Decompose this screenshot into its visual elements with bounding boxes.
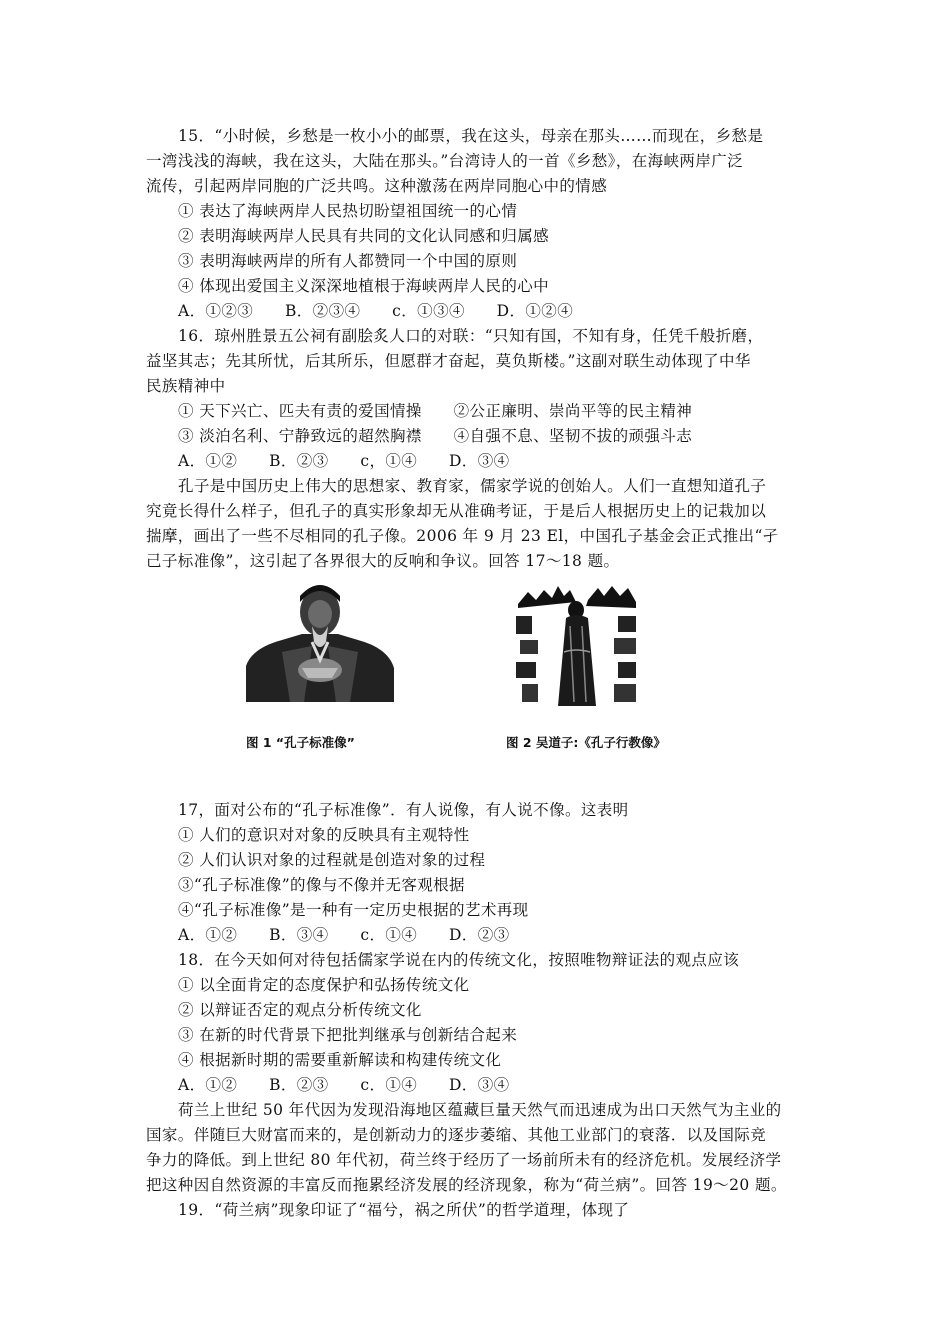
text-line: A．①② B．②③ c．①④ D．③④: [178, 1076, 510, 1094]
figure-1-caption: 图 1 “孔子标准像”: [246, 735, 355, 750]
text-line: 究竟长得什么样子，但孔子的真实形象却无从准确考证，于是后人根据历史上的记栽加以: [146, 502, 767, 520]
text-line: A．①② B．③④ c．①④ D．②③: [178, 926, 510, 944]
text-line: 国家。伴随巨大财富而来的，是创新动力的逐步萎缩、其他工业部门的衰落．以及国际竞: [146, 1126, 767, 1144]
text-line: 17，面对公布的“孔子标准像”．有人说像，有人说不像。这表明: [178, 801, 629, 819]
text-line: ① 以全面肯定的态度保护和弘扬传统文化: [178, 976, 470, 994]
text-line: 把这种因自然资源的丰富反而拖累经济发展的经济现象，称为“荷兰病”。回答 19～20 题。: [146, 1176, 787, 1194]
text-line: 16．琼州胜景五公祠有副脍炙人口的对联：“只知有国，不知有身，任凭千般折磨，: [178, 327, 764, 345]
text-line: ③“孔子标准像”的像与不像并无客观根据: [178, 876, 465, 894]
confucius-standard-portrait-image: [242, 582, 396, 702]
text-block-questions-15-16: [146, 124, 802, 574]
text-line: 益坚其志；先其所忧，后其所乐，但愿群才奋起，莫负斯楼。”这副对联生动体现了中华: [146, 352, 751, 370]
text-line: ③ 淡泊名利、宁静致远的超然胸襟 ④自强不息、坚韧不拔的顽强斗志: [178, 427, 693, 445]
text-line: ② 人们认识对象的过程就是创造对象的过程: [178, 851, 486, 869]
text-line: 一湾浅浅的海峡，我在这头，大陆在那头。”台湾诗人的一首《乡愁》，在海峡两岸广泛: [146, 152, 744, 170]
text-line: ④ 体现出爱国主义深深地植根于海峡两岸人民的心中: [178, 277, 550, 295]
figure-wu-daozi-confucius: [506, 582, 704, 750]
text-line: ① 人们的意识对对象的反映具有主观特性: [178, 826, 470, 844]
text-line: ④ 根据新时期的需要重新解读和构建传统文化: [178, 1051, 502, 1069]
text-line: 19．“荷兰病”现象印证了“福兮，祸之所伏”的哲学道理，体现了: [178, 1201, 630, 1219]
text-line: 流传，引起两岸同胞的广泛共鸣。这种激荡在两岸同胞心中的情感: [146, 177, 608, 195]
text-line: ① 表达了海峡两岸人民热切盼望祖国统一的心情: [178, 202, 518, 220]
text-line: 争力的降低。到上世纪 80 年代初，荷兰终于经历了一场前所未有的经济危机。发展经济学: [146, 1151, 782, 1169]
text-line: ① 天下兴亡、匹夫有责的爱国情操 ②公正廉明、崇尚平等的民主精神: [178, 402, 693, 420]
text-line: ③ 表明海峡两岸的所有人都赞同一个中国的原则: [178, 252, 518, 270]
text-line: 18．在今天如何对待包括儒家学说在内的传统文化，按照唯物辩证法的观点应该: [178, 951, 740, 969]
text-block-questions-17-19: [146, 798, 802, 1223]
wu-daozi-confucius-image: [514, 582, 640, 708]
text-line: ② 以辩证否定的观点分析传统文化: [178, 1001, 422, 1019]
text-line: 民族精神中: [146, 377, 226, 395]
text-line: 揣摩，画出了一些不尽相同的孔子像。2006 年 9 月 23 El，中国孔子基金会正式推出“孑: [146, 527, 779, 545]
text-line: A．①② B．②③ c，①④ D．③④: [178, 452, 510, 470]
text-line: 己子标准像”，这引起了各界很大的反响和争议。回答 17～18 题。: [146, 552, 620, 570]
figure-confucius-standard-portrait: [242, 582, 412, 750]
text-line: ③ 在新的时代背景下把批判继承与创新结合起来: [178, 1026, 518, 1044]
text-line: A．①②③ B．②③④ c．①③④ D．①②④: [178, 302, 574, 320]
figures-row: [146, 582, 802, 762]
text-line: 荷兰上世纪 50 年代因为发现沿海地区蕴藏巨量天然气而迅速成为出口天然气为主业的: [178, 1101, 782, 1119]
text-line: 15．“小时候，乡愁是一枚小小的邮票，我在这头，母亲在那头……而现在，乡愁是: [178, 127, 764, 145]
figure-2-caption: 图 2 吴道子:《孔子行教像》: [506, 735, 666, 750]
text-line: ② 表明海峡两岸人民具有共同的文化认同感和归属感: [178, 227, 550, 245]
text-line: 孔子是中国历史上伟大的思想家、教育家，儒家学说的创始人。人们一直想知道孔子: [178, 477, 767, 495]
text-line: ④“孔子标准像”是一种有一定历史根据的艺术再现: [178, 901, 529, 919]
